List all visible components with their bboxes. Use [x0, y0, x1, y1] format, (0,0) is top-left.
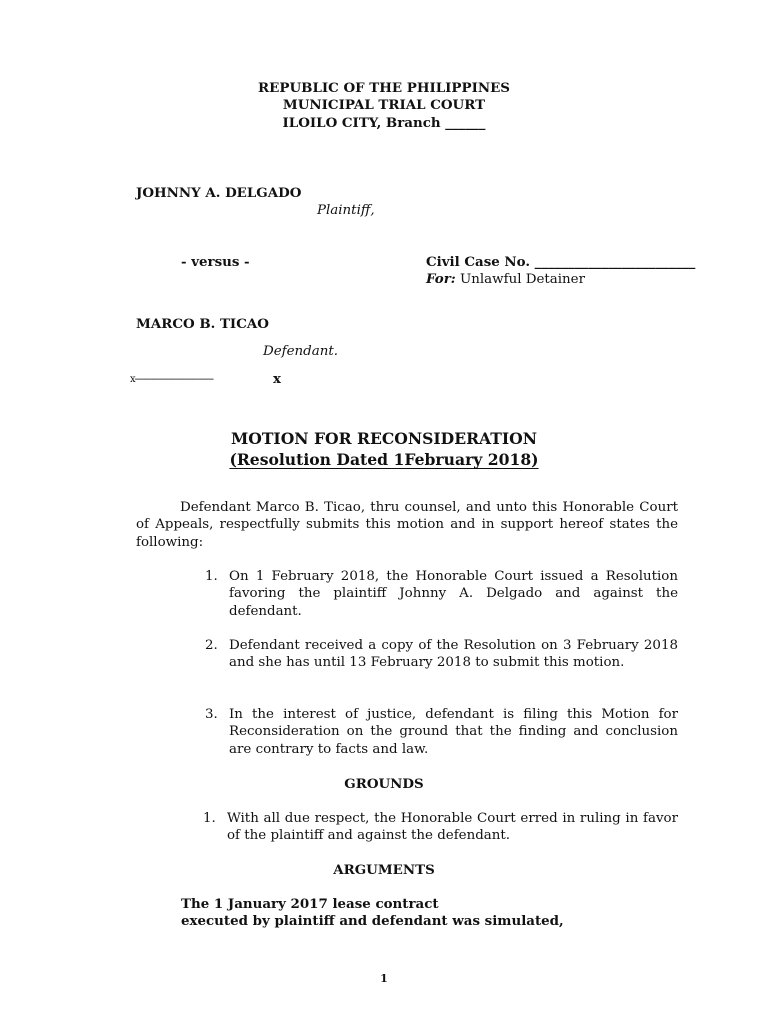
list-item-number: 3.	[205, 707, 218, 722]
court-header-branch: ILOILO CITY, Branch ______	[282, 115, 486, 131]
grounds-heading: GROUNDS	[344, 776, 424, 792]
list-item-text: On 1 February 2018, the Honorable Court issued a Resolution favoring the plaintiff Johnny A. Delgado and against the defendant.	[229, 569, 678, 619]
document-subtitle-text: (Resolution Dated 1February 2018)	[229, 450, 539, 469]
plaintiff-role: Plaintiff,	[317, 203, 375, 218]
argument-heading-line2: executed by plaintiff and defendant was simulated,	[181, 913, 564, 929]
document-subtitle	[0, 450, 768, 470]
list-item	[205, 637, 678, 672]
list-item-number: 2.	[205, 638, 218, 653]
versus-label: - versus -	[181, 254, 250, 270]
grounds-item	[203, 810, 678, 845]
document-title: MOTION FOR RECONSIDERATION	[230, 429, 538, 448]
arguments-heading: ARGUMENTS	[333, 862, 435, 878]
court-header-republic: REPUBLIC OF THE PHILIPPINES	[258, 80, 510, 96]
page-number: 1	[380, 972, 388, 985]
for-label: For:	[426, 271, 456, 287]
list-item-number: 1.	[205, 569, 218, 584]
list-item	[205, 706, 678, 758]
defendant-role: Defendant.	[263, 344, 338, 359]
court-header-court: MUNICIPAL TRIAL COURT	[282, 97, 486, 113]
intro-paragraph: Defendant Marco B. Ticao, thru counsel, and unto this Honorable Court of Appeals, respectfully submits this motion and in support hereof states the following:	[136, 500, 678, 550]
case-nature	[426, 271, 585, 288]
argument-heading-line1: The 1 January 2017 lease contract	[181, 896, 439, 912]
caption-separator-end: x	[273, 371, 281, 387]
list-item-text: Defendant received a copy of the Resolution on 3 February 2018 and she has until 13 February 2018 to submit this motion.	[229, 638, 678, 671]
list-item	[205, 568, 678, 620]
civil-case-number: Civil Case No. ________________________	[426, 254, 696, 270]
for-value: Unlawful Detainer	[455, 272, 585, 287]
list-item-text: In the interest of justice, defendant is filing this Motion for Reconsideration on the ground that the finding and conclusion are contrary to facts and law.	[229, 707, 678, 757]
defendant-name: MARCO B. TICAO	[136, 316, 269, 332]
grounds-item-text: With all due respect, the Honorable Court erred in ruling in favor of the plaintiff and against the defendant.	[227, 811, 678, 844]
grounds-item-number: 1.	[203, 811, 216, 826]
caption-separator: x---------------------------------	[130, 374, 213, 385]
plaintiff-name: JOHNNY A. DELGADO	[136, 185, 302, 201]
